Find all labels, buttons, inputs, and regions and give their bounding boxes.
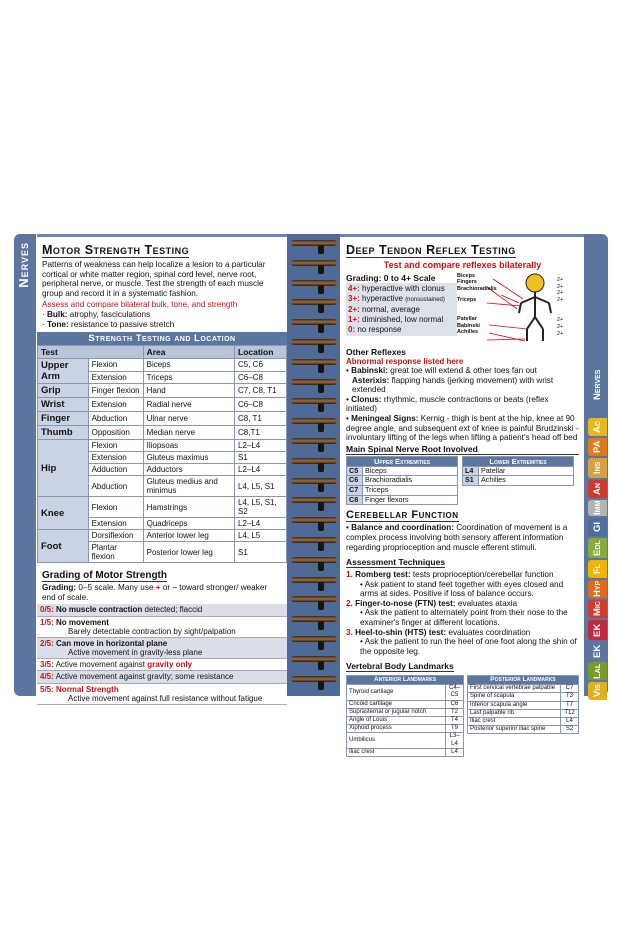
strength-table-title: Strength Testing and Location xyxy=(37,332,287,345)
coil-ring xyxy=(291,260,337,266)
grade-item: 1/5: No movement Barely detectable contraction by sight/palpation xyxy=(37,617,287,638)
balance-text: • Balance and coordination: Coordination of movement is a complex process involving both sensory afferent information regarding proprioception and muscle efferent stimuli. xyxy=(346,523,568,552)
table-row xyxy=(38,440,287,452)
fig-label-biceps: Biceps xyxy=(457,273,476,279)
fig-mark-7: 2+ xyxy=(557,330,564,337)
coil-ring xyxy=(291,240,337,246)
coil-ring xyxy=(291,458,337,464)
row-test: Flexion xyxy=(88,497,143,518)
posterior-landmarks-table xyxy=(467,675,579,734)
scale-item: 1+: diminished, low normal xyxy=(348,314,444,324)
coil-ring xyxy=(291,280,337,286)
table-row: C7 Triceps xyxy=(347,486,458,496)
fig-label-brachioradialis: Brachioradialis xyxy=(457,285,497,292)
page-title: Motor Strength Testing xyxy=(42,243,190,257)
section-tab[interactable]: Mic xyxy=(588,600,607,618)
col-test: Test xyxy=(38,346,144,359)
row-location: S1 xyxy=(235,452,287,464)
fig-label-fingers: Fingers xyxy=(457,279,477,286)
section-tab[interactable]: Imm xyxy=(588,500,607,516)
row-group: Wrist xyxy=(38,398,89,412)
assessment-item: 3. Heel-to-shin (HTS) test: evaluates coordination • Ask the patient to run the heel of one foot along the shin of the opposite leg. xyxy=(346,627,577,656)
row-area: Radial nerve xyxy=(143,398,234,412)
coil-hole xyxy=(318,483,324,492)
scale-item: 4+: hyperactive with clonus xyxy=(348,284,445,293)
strength-table xyxy=(37,345,287,563)
row-group: Finger xyxy=(38,412,89,426)
row-area: Gluteus maximus xyxy=(143,452,234,464)
coil-ring xyxy=(291,299,337,305)
other-reflexes-header: Other Reflexes xyxy=(346,347,406,357)
grade-item: 2/5: Can move in horizontal plane Active movement in gravity-less plane xyxy=(37,638,287,659)
coil-hole xyxy=(318,324,324,333)
coil-ring xyxy=(291,616,337,622)
grading-text: Grading: 0–5 scale. Many use + or – toward stronger/ weaker end of scale. xyxy=(42,583,268,602)
coil-hole xyxy=(318,522,324,531)
table-row: Xiphoid process T9 xyxy=(347,725,464,733)
abnormal-note: Abnormal response listed here xyxy=(346,357,464,366)
row-location: C8,T1 xyxy=(235,426,287,440)
section-tab[interactable]: Fl xyxy=(588,560,607,578)
table-row xyxy=(38,426,287,440)
row-area: Adductors xyxy=(143,464,234,476)
row-area: Gluteus medius and minimus xyxy=(143,476,234,497)
row-location: L4, L5, S1, S2 xyxy=(235,497,287,518)
row-location: L2–L4 xyxy=(235,464,287,476)
table-row: Posterior superior iliac spine S2 xyxy=(468,726,579,734)
anterior-landmarks-table xyxy=(346,675,464,756)
row-test: Opposition xyxy=(88,426,143,440)
table-row xyxy=(38,412,287,426)
row-location: C7, C8, T1 xyxy=(235,384,287,398)
row-location: C6–C8 xyxy=(235,398,287,412)
grade-item: 3/5: Active movement against gravity only xyxy=(37,659,287,671)
coil-hole xyxy=(318,502,324,511)
reflex-item: • Babinski: great toe will extend & other toes fan out xyxy=(346,366,537,375)
fig-mark-6: 2+ xyxy=(557,323,564,330)
section-tab[interactable]: Edl xyxy=(588,538,607,558)
table-row xyxy=(38,359,287,372)
col-location: Location xyxy=(235,346,287,359)
row-test: Abduction xyxy=(88,412,143,426)
coil-hole xyxy=(318,423,324,432)
fig-mark-5: 2+ xyxy=(557,317,564,324)
section-tab[interactable]: Vis xyxy=(588,682,607,700)
assessment-header: Assessment Techniques xyxy=(346,557,446,568)
row-test: Extension xyxy=(88,371,143,384)
reflex-item: • Meningeal Signs: Kernig - thigh is bent at the hip, knee at 90 degree angle, and subsequent ext of knee is painful Brudzinski - involuntary lifting of the legs when lifting a patient's head off bed xyxy=(346,413,579,443)
table-row: Inferior scapula angle T7 xyxy=(468,701,579,709)
row-location: C8, T1 xyxy=(235,412,287,426)
row-location: C5, C6 xyxy=(235,359,287,372)
table-row: Last palpable rib T12 xyxy=(468,709,579,717)
row-test: Adduction xyxy=(88,464,143,476)
coil-hole xyxy=(318,562,324,571)
coil-hole xyxy=(318,344,324,353)
row-group: Knee xyxy=(38,497,89,530)
row-test: Flexion xyxy=(88,359,143,372)
row-test: Extension xyxy=(88,452,143,464)
coil-hole xyxy=(318,265,324,274)
row-group: Foot xyxy=(38,530,89,563)
row-location: L4, L5, S1 xyxy=(235,476,287,497)
tone-line: · Tone: resistance to passive stretch xyxy=(42,319,175,329)
lower-extremities-table xyxy=(462,456,574,486)
row-area: Iliopsoas xyxy=(143,440,234,452)
row-location: L2–L4 xyxy=(235,518,287,530)
coil-ring xyxy=(291,676,337,682)
assess-text: Assess and compare bilateral bulk, tone, and strength xyxy=(42,300,238,310)
coil-ring xyxy=(291,656,337,662)
col-area: Area xyxy=(143,346,234,359)
row-test: Dorsiflexion xyxy=(88,530,143,542)
section-tab[interactable]: EK xyxy=(588,620,607,640)
coil-hole xyxy=(318,285,324,294)
section-tab[interactable]: Nerves xyxy=(588,354,607,416)
row-location: C6–C8 xyxy=(235,371,287,384)
coil-ring xyxy=(291,596,337,602)
table-row: C5 Biceps xyxy=(347,466,458,476)
grade-item: 4/5: Active movement against gravity; some resistance xyxy=(37,671,287,683)
scale-item: 0: no response xyxy=(348,324,402,334)
coil-hole xyxy=(318,443,324,452)
coil-hole xyxy=(318,582,324,591)
landmarks-header: Vertebral Body Landmarks xyxy=(346,661,454,672)
row-group: Upper Arm xyxy=(38,359,89,384)
table-row: Thyroid cartilage C4–C5 xyxy=(347,685,464,700)
coil-ring xyxy=(291,577,337,583)
coil-ring xyxy=(291,517,337,523)
section-tab[interactable]: Hyp xyxy=(588,580,607,598)
table-row: Umbilicus L3–L4 xyxy=(347,733,464,748)
coil-hole xyxy=(318,403,324,412)
upper-extremities-table xyxy=(346,456,458,506)
scale-item: 3+: hyperactive (nonsustained) xyxy=(348,294,445,303)
table-row: L4 Patellar xyxy=(463,466,574,476)
row-test: Extension xyxy=(88,398,143,412)
row-area: Hamstrings xyxy=(143,497,234,518)
root-header: Main Spinal Nerve Root Involved xyxy=(346,444,579,455)
left-page xyxy=(37,234,287,703)
row-test: Extension xyxy=(88,518,143,530)
coil-hole xyxy=(318,304,324,313)
lower-header: Lower Extremities xyxy=(463,456,574,466)
coil-hole xyxy=(318,384,324,393)
reflex-scale xyxy=(346,283,457,336)
coil-ring xyxy=(291,319,337,325)
row-area: Ulnar nerve xyxy=(143,412,234,426)
row-location: L2–L4 xyxy=(235,440,287,452)
section-tab[interactable]: PA xyxy=(588,438,607,456)
table-row: Spine of scapula T3 xyxy=(468,693,579,701)
coil-hole xyxy=(318,364,324,373)
other-reflexes-list xyxy=(346,366,579,443)
row-area: Triceps xyxy=(143,371,234,384)
row-group: Hip xyxy=(38,440,89,497)
scale-header: Grading: 0 to 4+ Scale xyxy=(346,273,436,283)
intro-text: Patterns of weakness can help localize a lesion to a particular cortical or white matter region, spinal cord level, nerve root, peripheral nerve, or muscle. Test the strength of each muscle group and record it in a systematic fashion. xyxy=(42,260,266,298)
grade-item: 0/5: No muscle contraction detected; flaccid xyxy=(37,604,287,616)
coil-hole xyxy=(318,245,324,254)
coil-ring xyxy=(291,478,337,484)
table-row: Suprasternal or jugular notch T2 xyxy=(347,708,464,716)
assessment-item: 1. Romberg test: tests proprioception/cerebellar function • Ask patient to stand feet together with eyes closed and arms at sides. Positive if loss of balance occurs. xyxy=(346,570,564,599)
coil-hole xyxy=(318,542,324,551)
table-row: S1 Achilles xyxy=(463,476,574,486)
posterior-header: Posterior Landmarks xyxy=(468,676,579,685)
fig-mark-2: 2+ xyxy=(557,283,564,290)
section-tab[interactable]: An xyxy=(588,480,607,498)
coil-ring xyxy=(291,438,337,444)
row-area: Posterior lower leg xyxy=(143,542,234,563)
coil-hole xyxy=(318,621,324,630)
row-area: Median nerve xyxy=(143,426,234,440)
table-row: Cricoid cartilage C6 xyxy=(347,700,464,708)
grading-title: Grading of Motor Strength xyxy=(42,570,167,582)
section-tab[interactable]: GI xyxy=(588,518,607,536)
cerebellar-title: Cerebellar Function xyxy=(346,509,459,522)
row-area: Quadriceps xyxy=(143,518,234,530)
coil-ring xyxy=(291,636,337,642)
fig-label-babinski: Babinski xyxy=(457,322,480,329)
section-tab[interactable]: EK xyxy=(588,642,607,660)
table-row: Iliac crest L4 xyxy=(347,748,464,756)
fig-label-patellar: Patellar xyxy=(457,316,477,323)
dtr-title: Deep Tendon Reflex Testing xyxy=(346,243,516,257)
scale-item: 2+: normal, average xyxy=(348,304,420,314)
nerves-side-tab[interactable]: Nerves xyxy=(14,234,36,696)
reflex-item: • Clonus: rhythmic, muscle contractions or beats (reflex initiated) xyxy=(346,394,549,414)
assessment-item: 2. Finger-to-nose (FTN) test: evaluates ataxia • Ask the patient to alternately point from their nose to the examiner's finger at different locations. xyxy=(346,598,568,628)
table-row: Iliac crest L4 xyxy=(468,717,579,725)
coil-hole xyxy=(318,661,324,670)
right-page xyxy=(340,234,584,755)
dtr-subtitle: Test and compare reflexes bilaterally xyxy=(383,260,542,270)
table-row: C6 Brachioradialis xyxy=(347,476,458,486)
table-row: First cervical vertebrae palpable C7 xyxy=(468,685,579,693)
row-location: L4, L5 xyxy=(235,530,287,542)
row-location: S1 xyxy=(235,542,287,563)
bulk-line: · Bulk: atrophy, fasciculations xyxy=(42,309,151,319)
coil-ring xyxy=(291,398,337,404)
table-row xyxy=(38,530,287,542)
row-test: Abduction xyxy=(88,476,143,497)
row-group: Thumb xyxy=(38,426,89,440)
row-test: Flexion xyxy=(88,440,143,452)
coil-ring xyxy=(291,379,337,385)
section-tab[interactable]: Ac xyxy=(588,418,607,436)
row-area: Anterior lower leg xyxy=(143,530,234,542)
coil-ring xyxy=(291,497,337,503)
assessment-list xyxy=(346,570,579,656)
table-row xyxy=(38,497,287,518)
table-row xyxy=(38,398,287,412)
table-row xyxy=(38,384,287,398)
upper-header: Upper Extremities xyxy=(347,456,458,466)
row-test: Finger flexion xyxy=(88,384,143,398)
coil-hole xyxy=(318,641,324,650)
table-row: Angle of Louis T4 xyxy=(347,716,464,724)
row-area: Biceps xyxy=(143,359,234,372)
reflex-item: Asterixis: flapping hands (jerking movement) with wrist extended xyxy=(352,375,554,395)
coil-hole xyxy=(318,463,324,472)
section-tab[interactable]: Ins xyxy=(588,458,607,478)
coil-hole xyxy=(318,601,324,610)
row-test: Plantar flexion xyxy=(88,542,143,563)
reflex-figure xyxy=(457,273,579,345)
fig-label-achilles: Achilles xyxy=(457,328,479,335)
grade-item: 5/5: Normal Strength Active movement against full resistance without fatigue xyxy=(37,684,287,705)
fig-mark-4: 2+ xyxy=(557,296,564,303)
section-tab[interactable]: Lal xyxy=(588,662,607,680)
coil-ring xyxy=(291,418,337,424)
grade-list xyxy=(37,604,287,705)
table-row: C8 Finger flexors xyxy=(347,495,458,505)
row-area: Hand xyxy=(143,384,234,398)
coil-ring xyxy=(291,359,337,365)
fig-mark-1: 2+ xyxy=(557,277,564,283)
coil-ring xyxy=(291,557,337,563)
fig-mark-3: 2+ xyxy=(557,290,564,297)
coil-ring xyxy=(291,537,337,543)
fig-label-triceps: Triceps xyxy=(457,296,477,303)
row-group: Grip xyxy=(38,384,89,398)
anterior-header: Anterior Landmarks xyxy=(347,676,464,685)
coil-ring xyxy=(291,339,337,345)
coil-hole xyxy=(318,681,324,690)
